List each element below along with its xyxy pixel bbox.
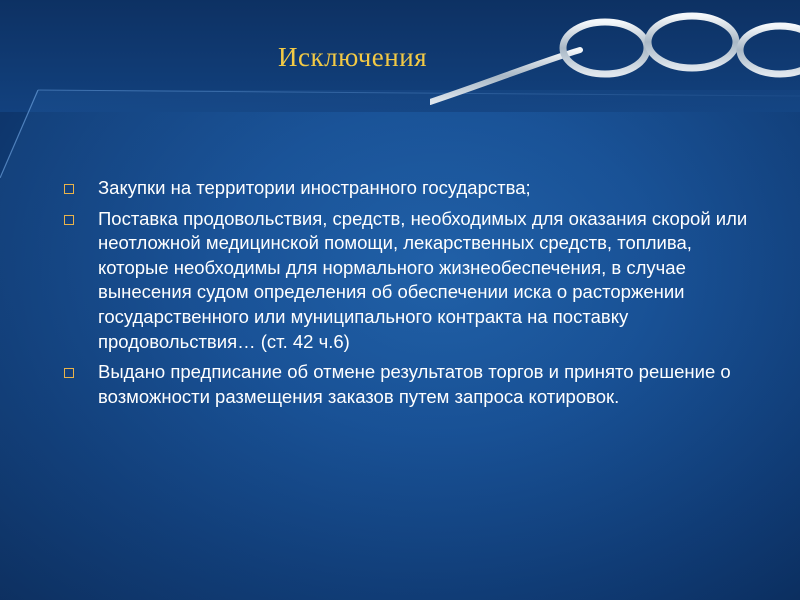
bullet-text: Поставка продовольствия, средств, необходимых для оказания скорой или неотложной медицинской помощи, лекарственных средств, топлива, которые необходимы для нормального жизнеобеспечения, в случае вынесения судом определения об обеспечении иска о расторжении государственного или муниципального контракта на поставку продовольствия… (ст. 42 ч.6) [98,207,748,352]
bullet-item [62,360,752,409]
bullet-item [62,207,752,355]
bullet-item [62,176,752,201]
hollow-square-bullet-icon [64,215,74,225]
hollow-square-bullet-icon [64,368,74,378]
bullet-text: Выдано предписание об отмене результатов торгов и принято решение о возможности размещения заказов путем запроса котировок. [98,361,731,407]
hollow-square-bullet-icon [64,184,74,194]
chain-links-icon [430,0,800,110]
bullet-list [62,176,752,415]
slide-title: Исключения [278,42,428,72]
bullet-text: Закупки на территории иностранного государства; [98,177,531,198]
